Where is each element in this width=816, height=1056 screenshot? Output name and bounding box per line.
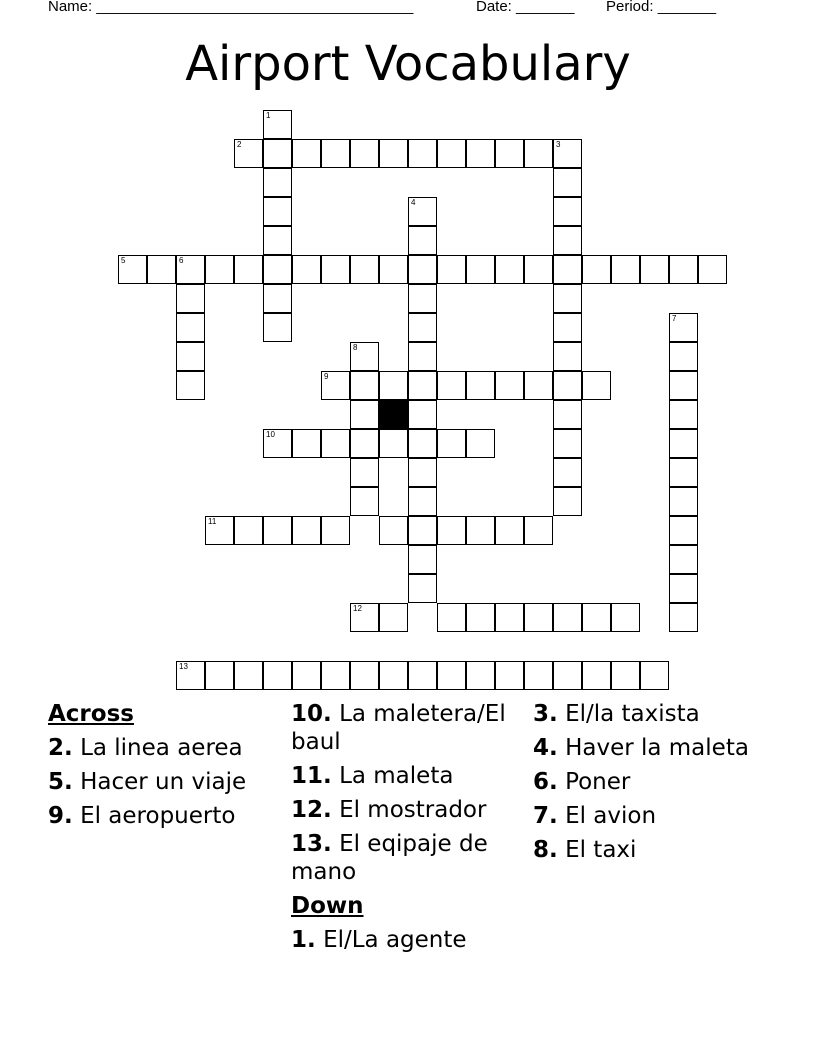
clue-text: El aeropuerto (80, 803, 236, 829)
clue-across-10 (291, 700, 523, 756)
crossword-cell[interactable] (408, 400, 437, 429)
crossword-cell[interactable] (495, 139, 524, 168)
crossword-cell[interactable] (379, 516, 408, 545)
crossword-cell[interactable] (176, 371, 205, 400)
crossword-cell[interactable] (292, 255, 321, 284)
crossword-cell[interactable] (553, 139, 582, 168)
crossword-cell[interactable] (553, 226, 582, 255)
clue-text: La linea aerea (80, 735, 243, 761)
crossword-cell[interactable] (263, 139, 292, 168)
crossword-cell[interactable] (408, 516, 437, 545)
crossword-cell[interactable] (466, 603, 495, 632)
crossword-cell[interactable] (379, 429, 408, 458)
crossword-cell[interactable] (408, 661, 437, 690)
crossword-cell[interactable] (234, 139, 263, 168)
clue-text: Poner (565, 769, 631, 795)
page-title: Airport Vocabulary (185, 36, 631, 92)
crossword-cell[interactable] (408, 458, 437, 487)
crossword-cell[interactable] (263, 284, 292, 313)
crossword-cell[interactable] (669, 574, 698, 603)
crossword-cell[interactable] (698, 255, 727, 284)
crossword-cell[interactable] (553, 168, 582, 197)
clue-column-1 (48, 700, 280, 836)
crossword-cell[interactable] (582, 661, 611, 690)
crossword-cell[interactable] (379, 661, 408, 690)
crossword-cell[interactable] (292, 139, 321, 168)
crossword-cell[interactable] (669, 313, 698, 342)
clue-column-3 (533, 700, 765, 870)
crossword-cell[interactable] (437, 255, 466, 284)
crossword-cell[interactable] (524, 371, 553, 400)
clue-text: El avion (565, 803, 657, 829)
crossword-cell[interactable] (292, 516, 321, 545)
crossword-cell[interactable] (350, 342, 379, 371)
black-square (379, 400, 408, 429)
crossword-cell[interactable] (669, 487, 698, 516)
crossword-cell[interactable] (611, 603, 640, 632)
crossword-cell[interactable] (379, 603, 408, 632)
crossword-cell[interactable] (408, 255, 437, 284)
crossword-cell[interactable] (437, 371, 466, 400)
crossword-cell[interactable] (553, 371, 582, 400)
clue-number: 8. (533, 837, 558, 863)
crossword-cell[interactable] (176, 313, 205, 342)
clue-number-label: 10 (266, 430, 275, 439)
clue-number-label: 4 (411, 198, 416, 207)
crossword-cell[interactable] (669, 545, 698, 574)
crossword-cell[interactable] (524, 603, 553, 632)
crossword-cell[interactable] (147, 255, 176, 284)
clue-number: 5. (48, 769, 73, 795)
clue-text: Hacer un viaje (80, 769, 247, 795)
clue-text: El taxi (565, 837, 637, 863)
crossword-cell[interactable] (408, 545, 437, 574)
crossword-cell[interactable] (611, 255, 640, 284)
clue-number-label: 1 (266, 111, 271, 120)
crossword-cell[interactable] (263, 197, 292, 226)
crossword-cell[interactable] (582, 603, 611, 632)
clue-down-1 (291, 926, 523, 954)
clue-text: La maleta (339, 763, 454, 789)
clue-across-5 (48, 768, 280, 796)
clue-number: 10. (291, 701, 332, 727)
crossword-cell[interactable] (669, 458, 698, 487)
crossword-cell[interactable] (234, 516, 263, 545)
clue-number-label: 13 (179, 662, 188, 671)
crossword-cell[interactable] (524, 139, 553, 168)
clue-number: 3. (533, 701, 558, 727)
crossword-cell[interactable] (466, 661, 495, 690)
clue-number: 11. (291, 763, 332, 789)
crossword-cell[interactable] (292, 429, 321, 458)
down-heading: Down (291, 893, 364, 919)
clue-text: El eqipaje de mano (291, 831, 488, 885)
crossword-cell[interactable] (350, 255, 379, 284)
crossword-cell[interactable] (118, 255, 147, 284)
crossword-cell[interactable] (263, 661, 292, 690)
crossword-cell[interactable] (234, 255, 263, 284)
clue-number: 7. (533, 803, 558, 829)
crossword-cell[interactable] (669, 400, 698, 429)
crossword-cell[interactable] (640, 255, 669, 284)
crossword-cell[interactable] (553, 284, 582, 313)
crossword-cell[interactable] (553, 313, 582, 342)
crossword-cell[interactable] (321, 661, 350, 690)
crossword-cell[interactable] (495, 255, 524, 284)
crossword-cell[interactable] (234, 661, 263, 690)
clue-across-9 (48, 802, 280, 830)
clue-number-label: 12 (353, 604, 362, 613)
crossword-cell[interactable] (524, 255, 553, 284)
crossword-cell[interactable] (350, 487, 379, 516)
crossword-cell[interactable] (669, 371, 698, 400)
crossword-cell[interactable] (176, 342, 205, 371)
clue-number: 13. (291, 831, 332, 857)
across-heading: Across (48, 701, 134, 727)
crossword-cell[interactable] (553, 197, 582, 226)
crossword-cell[interactable] (408, 429, 437, 458)
clue-down-3 (533, 700, 765, 728)
crossword-cell[interactable] (263, 110, 292, 139)
crossword-cell[interactable] (176, 255, 205, 284)
crossword-cell[interactable] (350, 458, 379, 487)
crossword-cell[interactable] (263, 226, 292, 255)
crossword-cell[interactable] (379, 139, 408, 168)
crossword-cell[interactable] (321, 429, 350, 458)
clue-down-4 (533, 734, 765, 762)
crossword-cell[interactable] (176, 284, 205, 313)
crossword-cell[interactable] (350, 661, 379, 690)
crossword-cell[interactable] (205, 255, 234, 284)
crossword-cell[interactable] (553, 429, 582, 458)
crossword-cell[interactable] (205, 661, 234, 690)
crossword-cell[interactable] (176, 661, 205, 690)
crossword-cell[interactable] (408, 139, 437, 168)
clue-across-12 (291, 796, 523, 824)
crossword-cell[interactable] (466, 255, 495, 284)
crossword-cell[interactable] (408, 226, 437, 255)
crossword-cell[interactable] (437, 139, 466, 168)
clue-text: El mostrador (339, 797, 487, 823)
crossword-cell[interactable] (495, 371, 524, 400)
crossword-cell[interactable] (495, 603, 524, 632)
clue-text: El/La agente (323, 927, 467, 953)
crossword-cell[interactable] (437, 429, 466, 458)
crossword-cell[interactable] (437, 661, 466, 690)
crossword-cell[interactable] (466, 429, 495, 458)
crossword-cell[interactable] (553, 458, 582, 487)
clue-number: 6. (533, 769, 558, 795)
clue-number-label: 11 (208, 517, 217, 526)
crossword-cell[interactable] (669, 603, 698, 632)
crossword-cell[interactable] (553, 342, 582, 371)
crossword-cell[interactable] (553, 661, 582, 690)
crossword-cell[interactable] (408, 574, 437, 603)
crossword-cell[interactable] (321, 516, 350, 545)
crossword-cell[interactable] (263, 516, 292, 545)
clue-across-2 (48, 734, 280, 762)
crossword-cell[interactable] (350, 429, 379, 458)
crossword-cell[interactable] (408, 342, 437, 371)
date-field[interactable]: Date: _______ (476, 0, 575, 15)
clue-number-label: 6 (179, 256, 184, 265)
clue-across-11 (291, 762, 523, 790)
clue-down-6 (533, 768, 765, 796)
crossword-cell[interactable] (408, 284, 437, 313)
clue-down-8 (533, 836, 765, 864)
crossword-cell[interactable] (553, 487, 582, 516)
crossword-cell[interactable] (495, 661, 524, 690)
crossword-cell[interactable] (350, 139, 379, 168)
clue-number-label: 9 (324, 372, 329, 381)
clue-number-label: 5 (121, 256, 126, 265)
crossword-cell[interactable] (640, 661, 669, 690)
crossword-cell[interactable] (263, 168, 292, 197)
crossword-cell[interactable] (611, 661, 640, 690)
clue-number: 9. (48, 803, 73, 829)
crossword-cell[interactable] (321, 255, 350, 284)
crossword-cell[interactable] (524, 516, 553, 545)
clue-number-label: 8 (353, 343, 358, 352)
crossword-cell[interactable] (263, 313, 292, 342)
clue-number: 4. (533, 735, 558, 761)
crossword-cell[interactable] (292, 661, 321, 690)
crossword-cell[interactable] (466, 516, 495, 545)
crossword-cell[interactable] (437, 516, 466, 545)
crossword-cell[interactable] (669, 516, 698, 545)
crossword-cell[interactable] (553, 400, 582, 429)
crossword-cell[interactable] (379, 255, 408, 284)
crossword-cell[interactable] (350, 603, 379, 632)
clue-text: El/la taxista (565, 701, 700, 727)
crossword-cell[interactable] (205, 516, 234, 545)
crossword-cell[interactable] (495, 516, 524, 545)
crossword-cell[interactable] (263, 255, 292, 284)
clue-number-label: 2 (237, 140, 242, 149)
clue-text: La maletera/El baul (291, 701, 506, 755)
crossword-cell[interactable] (408, 487, 437, 516)
crossword-cell[interactable] (408, 371, 437, 400)
crossword-cell[interactable] (350, 371, 379, 400)
clue-number: 1. (291, 927, 316, 953)
clue-column-2 (291, 700, 523, 960)
clue-number: 2. (48, 735, 73, 761)
clue-number-label: 7 (672, 314, 677, 323)
crossword-cell[interactable] (669, 255, 698, 284)
crossword-cell[interactable] (553, 255, 582, 284)
period-field[interactable]: Period: _______ (606, 0, 717, 15)
crossword-cell[interactable] (379, 371, 408, 400)
crossword-cell[interactable] (553, 603, 582, 632)
crossword-cell[interactable] (321, 139, 350, 168)
crossword-cell[interactable] (408, 313, 437, 342)
crossword-cell[interactable] (408, 197, 437, 226)
crossword-cell[interactable] (321, 371, 350, 400)
crossword-cell[interactable] (466, 139, 495, 168)
crossword-cell[interactable] (524, 661, 553, 690)
crossword-cell[interactable] (350, 400, 379, 429)
crossword-cell[interactable] (263, 429, 292, 458)
name-field[interactable]: Name: ______________________________________ (48, 0, 414, 15)
clue-across-13 (291, 830, 523, 886)
crossword-cell[interactable] (582, 371, 611, 400)
clue-down-7 (533, 802, 765, 830)
crossword-cell[interactable] (466, 371, 495, 400)
crossword-cell[interactable] (437, 603, 466, 632)
clue-number: 12. (291, 797, 332, 823)
crossword-cell[interactable] (669, 342, 698, 371)
crossword-cell[interactable] (669, 429, 698, 458)
clue-text: Haver la maleta (565, 735, 749, 761)
crossword-cell[interactable] (582, 255, 611, 284)
clue-number-label: 3 (556, 140, 561, 149)
